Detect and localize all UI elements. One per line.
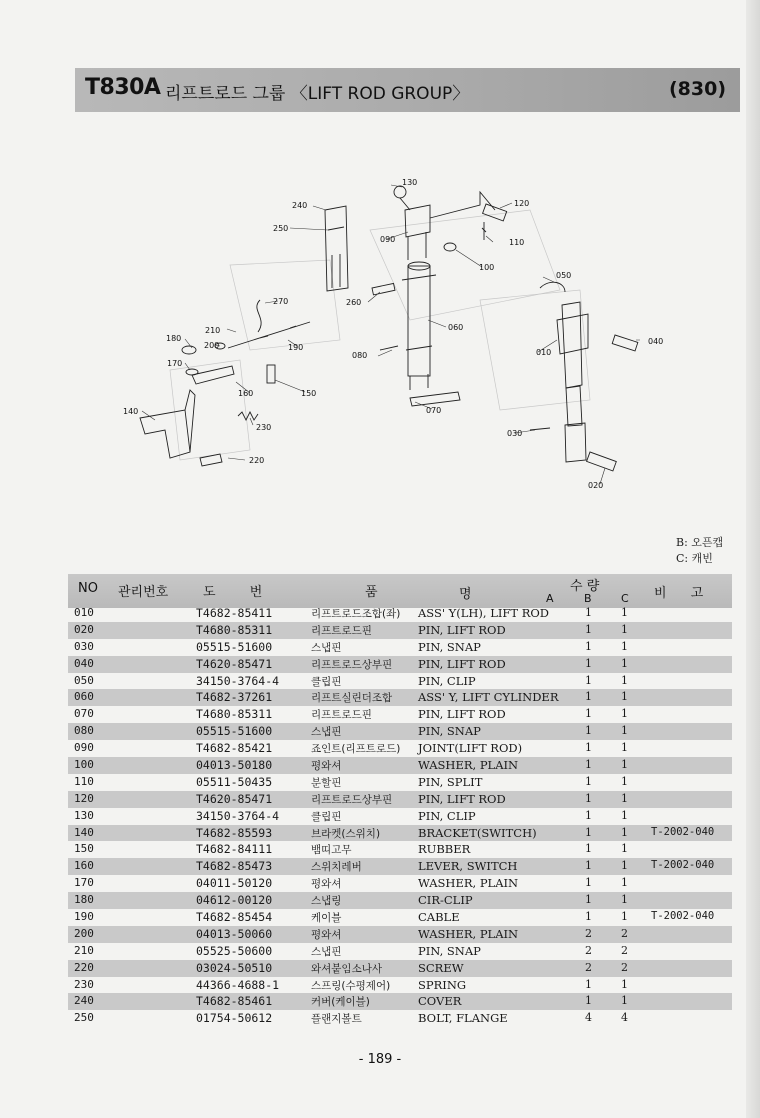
spring-230-part [238, 412, 258, 420]
table-row [68, 689, 732, 706]
cell-part-number: T4620-85471 [196, 791, 273, 806]
cell-english-name: PIN, SNAP [418, 943, 481, 958]
cell-english-name: RUBBER [418, 842, 471, 857]
cell-qty-c: 1 [621, 791, 628, 805]
table-row [68, 622, 732, 639]
callout-150: 150 [301, 389, 317, 398]
group-header [75, 68, 740, 112]
table-row [68, 774, 732, 791]
cell-korean-name: 분할핀 [311, 776, 342, 789]
header-remarks: 비 고 [654, 586, 704, 601]
cell-qty-c: 1 [621, 690, 628, 704]
table-row [68, 909, 732, 926]
cell-row-number: 200 [74, 926, 94, 940]
cell-qty-b: 1 [585, 622, 592, 636]
cell-row-number: 040 [74, 656, 94, 670]
table-row [68, 656, 732, 673]
cell-korean-name: 스위치레버 [311, 861, 362, 874]
cell-qty-b: 1 [585, 893, 592, 907]
cell-qty-b: 1 [585, 774, 592, 788]
cell-qty-c: 1 [621, 876, 628, 890]
cell-row-number: 250 [74, 1011, 94, 1025]
header-col-c: C [621, 592, 629, 605]
cell-qty-c: 1 [621, 707, 628, 721]
cell-row-number: 080 [74, 724, 94, 738]
cell-qty-c: 1 [621, 606, 628, 619]
cell-english-name: BRACKET(SWITCH) [418, 825, 537, 840]
header-col-a: A [546, 592, 554, 605]
group-number: (830) [668, 78, 726, 100]
cell-english-name: SCREW [418, 960, 464, 975]
cab-type-legend [676, 535, 723, 567]
cell-row-number: 160 [74, 859, 94, 873]
table-row [68, 673, 732, 690]
cell-qty-c: 1 [621, 774, 628, 788]
cell-qty-c: 1 [621, 808, 628, 822]
parts-table-body [68, 605, 732, 1027]
cell-english-name: COVER [418, 994, 462, 1009]
cell-qty-b: 2 [585, 943, 592, 957]
cell-row-number: 210 [74, 943, 94, 957]
callout-140: 140 [123, 407, 139, 416]
cell-korean-name: 클립핀 [311, 675, 342, 688]
cell-korean-name: 스냅핀 [311, 726, 342, 739]
cell-qty-b: 1 [585, 673, 592, 687]
cell-korean-name: 케이블 [311, 912, 342, 925]
page-edge [746, 0, 760, 1118]
cell-qty-c: 1 [621, 825, 628, 839]
cell-row-number: 240 [74, 994, 94, 1008]
cell-korean-name: 커버(케이블) [311, 996, 370, 1009]
cell-korean-name: 뱀띠고무 [311, 844, 352, 857]
cell-qty-b: 1 [585, 690, 592, 704]
cell-qty-c: 1 [621, 656, 628, 670]
header-item-name-2: 명 [459, 587, 472, 602]
clip-270-part [257, 300, 261, 332]
header-quantity: 수 량 [570, 579, 600, 594]
cell-row-number: 150 [74, 842, 94, 856]
pin-260-part [372, 283, 395, 294]
cell-english-name: PIN, SNAP [418, 724, 481, 739]
legend-open-cab: B: 오픈캡 [676, 536, 724, 549]
cell-part-number: T4682-37261 [196, 690, 273, 705]
cell-english-name: CABLE [418, 910, 460, 925]
table-row [68, 960, 732, 977]
callout-060: 060 [448, 323, 464, 332]
table-row [68, 943, 732, 960]
washer-170-part [186, 369, 198, 375]
cell-part-number: 04612-00120 [196, 893, 273, 908]
callout-270: 270 [273, 297, 289, 306]
cell-part-number: T4682-85461 [196, 994, 273, 1009]
group-title: 리프트로드 그룹 〈LIFT ROD GROUP〉 [165, 84, 470, 104]
cell-part-number: 34150-3764-4 [196, 808, 280, 823]
callout-100: 100 [479, 263, 495, 272]
cell-part-number: T4620-85471 [196, 656, 273, 671]
cell-english-name: WASHER, PLAIN [418, 926, 519, 941]
cell-english-name: ASS' Y(LH), LIFT ROD [418, 606, 550, 620]
cell-part-number: T4680-85311 [196, 707, 273, 722]
table-row [68, 858, 732, 875]
cell-qty-b: 2 [585, 960, 592, 974]
cell-qty-b: 1 [585, 825, 592, 839]
cell-korean-name: 리프트로드핀 [311, 709, 372, 722]
cell-qty-c: 4 [621, 1011, 628, 1025]
cell-row-number: 050 [74, 673, 94, 687]
cell-qty-b: 1 [585, 808, 592, 822]
cell-part-number: T4680-85311 [196, 622, 273, 637]
cell-part-number: 04011-50120 [196, 876, 273, 891]
callout-120: 120 [514, 199, 530, 208]
cell-row-number: 190 [74, 910, 94, 924]
cell-qty-b: 1 [585, 977, 592, 991]
page-number: - 189 - [358, 1052, 402, 1067]
cell-part-number: T4682-85593 [196, 825, 273, 840]
cell-row-number: 070 [74, 707, 94, 721]
cell-english-name: BOLT, FLANGE [418, 1011, 508, 1026]
cell-row-number: 060 [74, 690, 94, 704]
cell-part-number: T4682-85454 [196, 910, 273, 925]
header-mgmt-number: 관리번호 [118, 585, 169, 600]
bracket-140-part [140, 390, 195, 458]
cell-english-name: PIN, CLIP [418, 673, 476, 688]
table-row [68, 706, 732, 723]
table-row [68, 977, 732, 994]
cell-row-number: 170 [74, 876, 94, 890]
cell-qty-b: 1 [585, 606, 592, 619]
callout-090: 090 [380, 235, 396, 244]
cell-part-number: 01754-50612 [196, 1011, 273, 1026]
cell-english-name: PIN, CLIP [418, 808, 476, 823]
cell-row-number: 100 [74, 758, 94, 772]
callout-020: 020 [588, 481, 604, 490]
cell-english-name: PIN, LIFT ROD [418, 791, 506, 806]
cell-korean-name: 스냅핀 [311, 945, 342, 958]
table-row [68, 926, 732, 943]
cell-korean-name: 와셔붙임소나사 [311, 962, 383, 975]
cell-korean-name: 스냅핀 [311, 641, 342, 654]
callout-030: 030 [507, 429, 523, 438]
cell-qty-c: 1 [621, 724, 628, 738]
cell-qty-c: 2 [621, 943, 628, 957]
table-row [68, 757, 732, 774]
cell-korean-name: 리프트로드조합(좌) [311, 608, 401, 620]
cell-qty-b: 1 [585, 842, 592, 856]
cell-qty-c: 1 [621, 639, 628, 653]
pin-070-part [410, 392, 460, 406]
cell-part-number: 04013-50180 [196, 758, 273, 773]
header-no: NO [78, 581, 98, 596]
callout-130: 130 [402, 178, 418, 187]
cell-part-number: T4682-85411 [196, 606, 273, 620]
table-row [68, 993, 732, 1010]
cell-english-name: PIN, LIFT ROD [418, 656, 506, 671]
group-code: T830A [85, 75, 161, 100]
cell-qty-b: 1 [585, 876, 592, 890]
cell-row-number: 020 [74, 622, 94, 636]
cell-row-number: 090 [74, 741, 94, 755]
cell-row-number: 140 [74, 825, 94, 839]
cell-qty-b: 2 [585, 926, 592, 940]
cell-korean-name: 스프링(수평제어) [311, 979, 391, 992]
callout-170: 170 [167, 359, 183, 368]
cell-part-number: 03024-50510 [196, 960, 273, 975]
cell-english-name: LEVER, SWITCH [418, 859, 518, 874]
callout-180: 180 [166, 334, 182, 343]
cell-qty-c: 1 [621, 758, 628, 772]
cell-row-number: 180 [74, 893, 94, 907]
cell-qty-c: 1 [621, 977, 628, 991]
callout-250: 250 [273, 224, 289, 233]
switch-lever-160-part [192, 366, 234, 384]
cell-english-name: ASS' Y, LIFT CYLINDER [418, 690, 559, 705]
cell-part-number: 34150-3764-4 [196, 673, 280, 688]
cell-qty-b: 1 [585, 859, 592, 873]
cell-korean-name: 스냅링 [311, 895, 342, 908]
callout-040: 040 [648, 337, 664, 346]
cell-remarks: T-2002-040 [651, 825, 715, 838]
cover-240-part [325, 206, 348, 291]
legend-cabin: C: 캐빈 [676, 552, 713, 565]
cell-english-name: PIN, SNAP [418, 639, 481, 654]
cell-part-number: 05515-51600 [196, 639, 273, 654]
callout-230: 230 [256, 423, 272, 432]
callout-070: 070 [426, 406, 442, 415]
parts-table-header [68, 574, 732, 608]
cell-english-name: PIN, SPLIT [418, 774, 483, 789]
cell-korean-name: 리프트로드상부핀 [311, 658, 393, 671]
cell-part-number: T4682-85421 [196, 741, 273, 756]
screw-220-part [200, 454, 222, 466]
cell-korean-name: 리프트로드상부핀 [311, 793, 393, 806]
cell-qty-c: 1 [621, 910, 628, 924]
cell-part-number: T4682-85473 [196, 859, 273, 874]
clip-pin-050-part [540, 282, 565, 292]
callout-240: 240 [292, 201, 308, 210]
exploded-parts-diagram [110, 170, 670, 505]
table-row [68, 605, 732, 622]
cell-korean-name: 평와셔 [311, 760, 342, 773]
cell-qty-b: 1 [585, 758, 592, 772]
cell-english-name: WASHER, PLAIN [418, 758, 519, 773]
pin-020-part [587, 452, 617, 471]
cell-korean-name: 죠인트(리프트로드) [311, 743, 401, 756]
pin-040-part [612, 335, 638, 351]
cell-english-name: WASHER, PLAIN [418, 876, 519, 891]
cell-qty-b: 4 [585, 1011, 592, 1025]
circlip-180-part [182, 346, 196, 354]
cell-part-number: 05515-51600 [196, 724, 273, 739]
callout-010: 010 [536, 348, 552, 357]
cell-korean-name: 평와셔 [311, 928, 342, 941]
callout-220: 220 [249, 456, 265, 465]
rubber-150-part [267, 365, 275, 383]
cell-qty-c: 1 [621, 893, 628, 907]
table-row [68, 791, 732, 808]
header-col-b: B [584, 592, 592, 605]
table-row [68, 825, 732, 842]
cell-korean-name: 브라켓(스위치) [311, 827, 381, 840]
cell-qty-c: 1 [621, 842, 628, 856]
table-row [68, 892, 732, 909]
callout-080: 080 [352, 351, 368, 360]
table-row [68, 841, 732, 858]
washer-100-part [444, 243, 456, 251]
callout-210: 210 [205, 326, 221, 335]
callout-050: 050 [556, 271, 572, 280]
cell-korean-name: 클립핀 [311, 810, 342, 823]
cell-part-number: 44366-4688-1 [196, 977, 280, 992]
cell-row-number: 010 [74, 606, 94, 619]
cell-qty-b: 1 [585, 639, 592, 653]
cell-qty-c: 2 [621, 960, 628, 974]
cell-qty-c: 1 [621, 859, 628, 873]
cell-english-name: JOINT(LIFT ROD) [418, 741, 523, 756]
cell-qty-b: 1 [585, 791, 592, 805]
table-row [68, 639, 732, 656]
cell-row-number: 120 [74, 791, 94, 805]
cell-qty-c: 1 [621, 741, 628, 755]
cell-qty-b: 1 [585, 994, 592, 1008]
cell-korean-name: 리프트로드핀 [311, 624, 372, 637]
callout-160: 160 [238, 389, 254, 398]
callout-260: 260 [346, 298, 362, 307]
cell-english-name: PIN, LIFT ROD [418, 622, 506, 637]
cell-row-number: 220 [74, 960, 94, 974]
cell-row-number: 230 [74, 977, 94, 991]
cell-qty-c: 2 [621, 926, 628, 940]
cell-row-number: 030 [74, 639, 94, 653]
cell-qty-c: 1 [621, 994, 628, 1008]
cell-qty-b: 1 [585, 741, 592, 755]
cell-english-name: PIN, LIFT ROD [418, 707, 506, 722]
cell-qty-b: 1 [585, 910, 592, 924]
cell-part-number: 04013-50060 [196, 926, 273, 941]
cell-korean-name: 평와셔 [311, 878, 342, 891]
cell-part-number: 05525-50600 [196, 943, 273, 958]
callout-190: 190 [288, 343, 304, 352]
cell-english-name: SPRING [418, 977, 467, 992]
table-row [68, 1010, 732, 1027]
cell-korean-name: 리프트실린더조합 [311, 692, 393, 705]
callout-110: 110 [509, 238, 525, 247]
cell-korean-name: 플랜지볼트 [311, 1013, 362, 1026]
table-row [68, 740, 732, 757]
callout-200: 200 [204, 341, 220, 350]
cell-remarks: T-2002-040 [651, 859, 715, 872]
cell-qty-b: 1 [585, 656, 592, 670]
cell-remarks: T-2002-040 [651, 910, 715, 923]
cell-row-number: 130 [74, 808, 94, 822]
lift-cylinder-060-part [402, 262, 436, 390]
cell-english-name: CIR-CLIP [418, 893, 473, 908]
header-drawing-number: 도 번 [203, 585, 263, 600]
header-item-name-1: 품 [365, 585, 378, 600]
cell-qty-c: 1 [621, 673, 628, 687]
cell-qty-b: 1 [585, 707, 592, 721]
table-row [68, 808, 732, 825]
cell-qty-b: 1 [585, 724, 592, 738]
table-row [68, 875, 732, 892]
cell-part-number: T4682-84111 [196, 842, 273, 857]
cell-qty-c: 1 [621, 622, 628, 636]
table-row [68, 723, 732, 740]
cell-row-number: 110 [74, 774, 94, 788]
cell-part-number: 05511-50435 [196, 774, 273, 789]
